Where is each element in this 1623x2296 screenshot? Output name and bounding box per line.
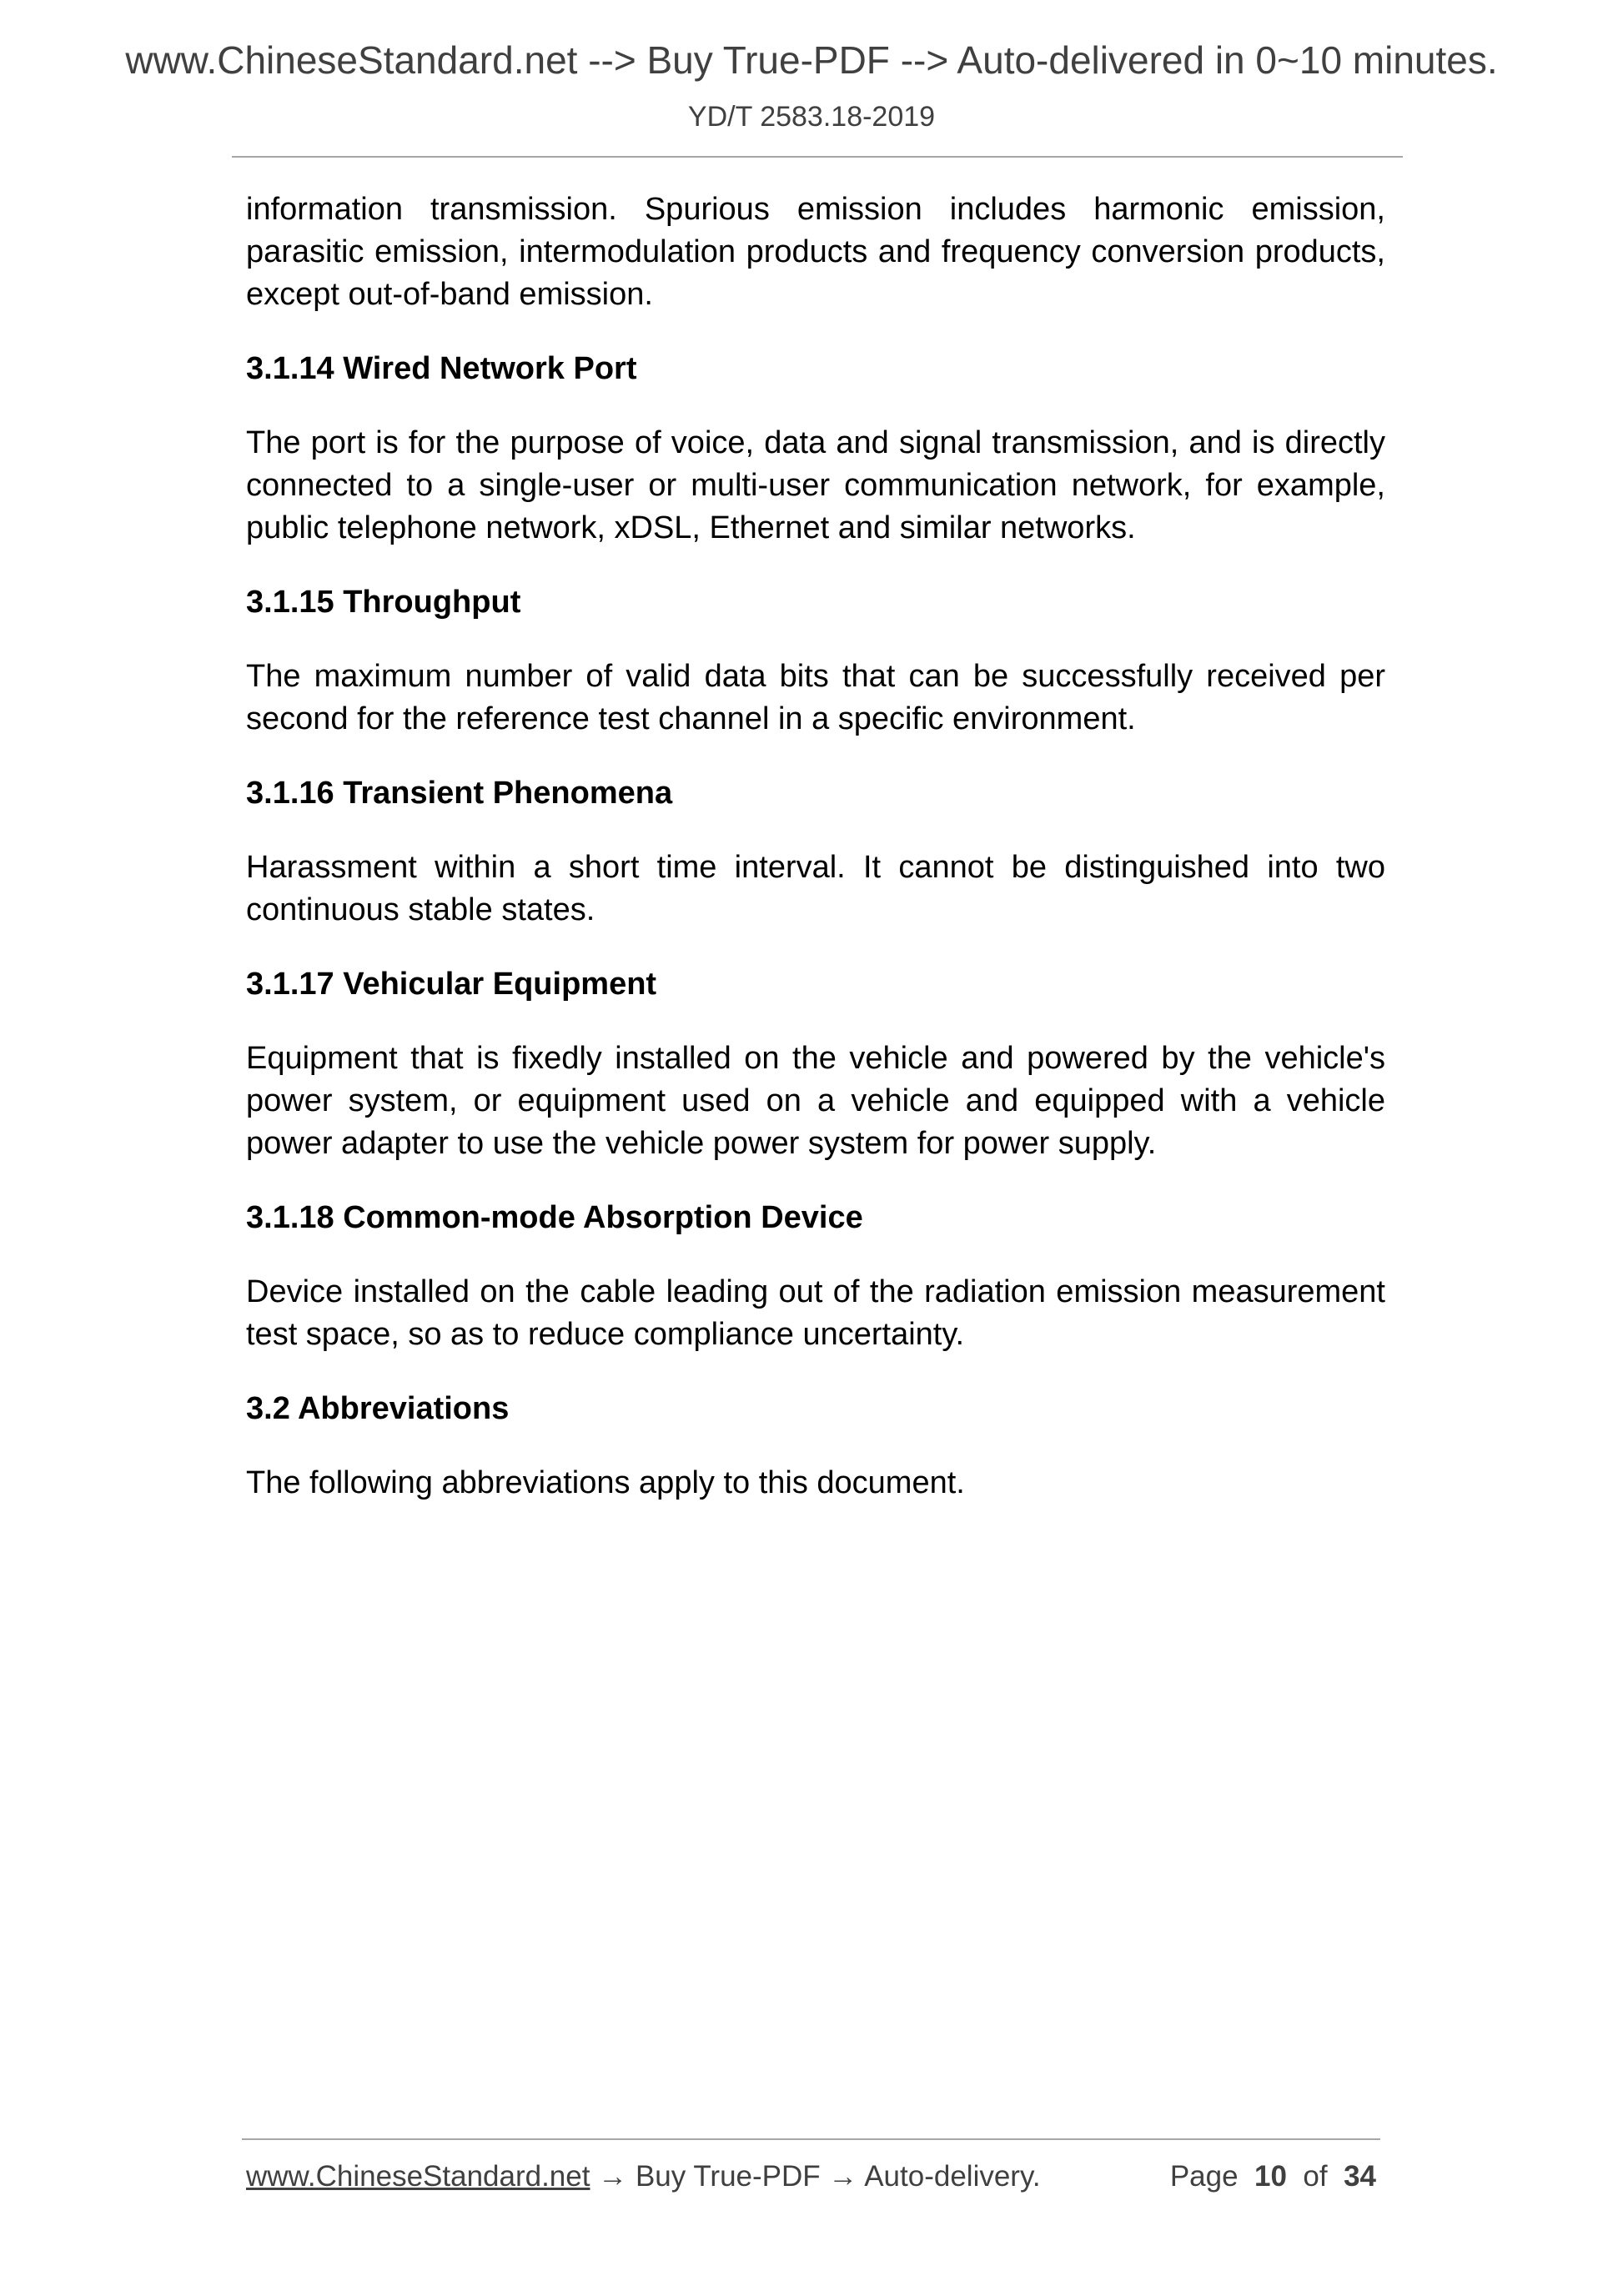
footer-delivery-text: Auto-delivery. <box>864 2160 1041 2193</box>
footer-website-link[interactable]: www.ChineseStandard.net <box>246 2160 590 2193</box>
section-text-3-1-18: Device installed on the cable leading out of the radiation emission measurement test space, so as to reduce compliance uncertainty. <box>246 1274 1385 1352</box>
document-code: YD/T 2583.18-2019 <box>687 101 936 133</box>
page-label: Page <box>1169 2160 1239 2193</box>
section-text-3-1-17: Equipment that is fixedly installed on the vehicle and powered by the vehicle's power system, or equipment used on a vehicle and equipped with a vehicle power adapter to use the vehicle power system for power supply. <box>246 1041 1385 1161</box>
right-arrow-icon: → <box>828 2160 858 2193</box>
section-heading-3-1-15: 3.1.15 Throughput <box>246 585 521 620</box>
page-current: 10 <box>1254 2160 1287 2193</box>
right-arrow-icon: → <box>598 2160 628 2193</box>
intro-paragraph: information transmission. Spurious emission includes harmonic emission, parasitic emission, intermodulation products and frequency conversion products, except out-of-band emission. <box>246 192 1385 312</box>
section-heading-3-1-18: 3.1.18 Common-mode Absorption Device <box>246 1200 863 1235</box>
top-banner: www.ChineseStandard.net --> Buy True-PDF --> Auto-delivered in 0~10 minutes. <box>125 38 1498 82</box>
section-text-3-1-16: Harassment within a short time interval. It cannot be distinguished into two continuous stable states. <box>246 850 1385 927</box>
page-content <box>246 188 1385 1505</box>
header-divider <box>232 156 1403 158</box>
section-heading-3-2: 3.2 Abbreviations <box>246 1391 510 1426</box>
section-heading-3-1-14: 3.1.14 Wired Network Port <box>246 351 637 386</box>
footer-divider <box>242 2138 1380 2140</box>
footer-buy-text: Buy True-PDF <box>635 2160 821 2193</box>
section-text-3-1-14: The port is for the purpose of voice, data and signal transmission, and is directly connected to a single-user or multi-user communication network, for example, public telephone network, xDSL, Ethernet and similar networks. <box>246 425 1385 545</box>
section-text-3-2: The following abbreviations apply to this document. <box>246 1465 965 1500</box>
page-of-label: of <box>1303 2160 1328 2193</box>
section-heading-3-1-16: 3.1.16 Transient Phenomena <box>246 776 673 811</box>
section-text-3-1-15: The maximum number of valid data bits that can be successfully received per second for the reference test channel in a specific environment. <box>246 659 1385 736</box>
page-total: 34 <box>1344 2160 1376 2193</box>
page-number <box>1170 2156 1376 2198</box>
footer-left <box>246 2156 1041 2198</box>
section-heading-3-1-17: 3.1.17 Vehicular Equipment <box>246 967 657 1002</box>
